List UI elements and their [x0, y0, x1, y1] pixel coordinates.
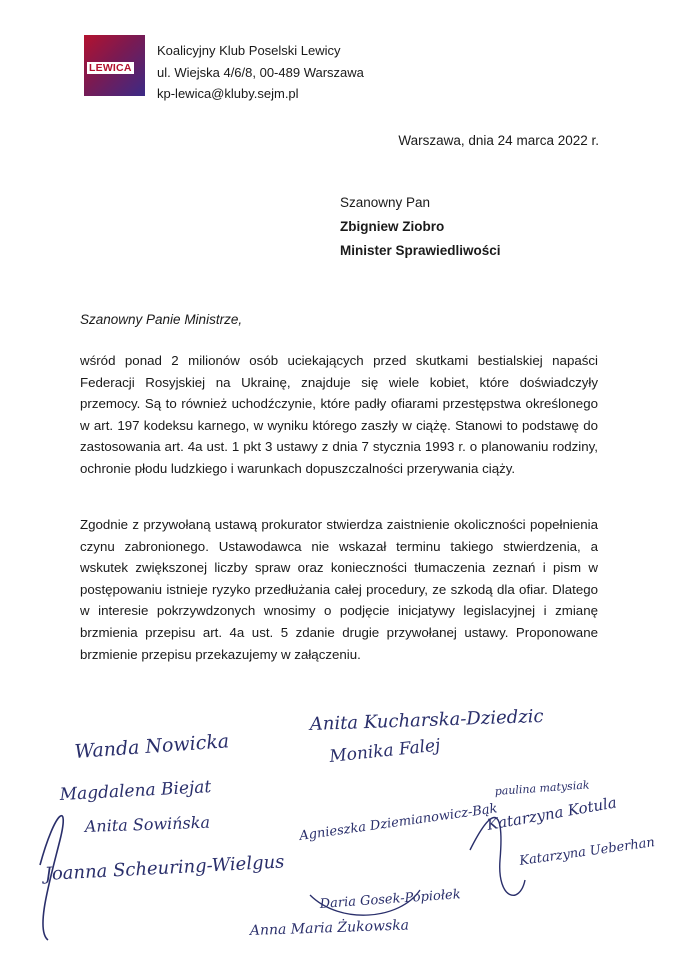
signature-3: Monika Falej — [328, 735, 442, 767]
letter-date: Warszawa, dnia 24 marca 2022 r. — [398, 133, 599, 148]
signature-9: Joanna Scheuring-Wielgus — [44, 851, 285, 885]
signature-1: Anita Kucharska-Dziedzic — [309, 705, 544, 735]
sender-name: Koalicyjny Klub Poselski Lewicy — [157, 43, 341, 58]
sender-block — [157, 40, 364, 105]
signatures-area — [0, 690, 679, 950]
signatures-svg — [0, 690, 679, 950]
recipient-name: Zbigniew Ziobro — [340, 219, 445, 234]
signature-2: Wanda Nowicka — [73, 730, 230, 763]
signature-10: Katarzyna Ueberhan — [518, 835, 656, 869]
signature-8: Katarzyna Kotula — [485, 793, 619, 834]
recipient-block — [340, 191, 501, 263]
signature-4: Magdalena Biejat — [59, 777, 212, 805]
recipient-greeting: Szanowny Pan — [340, 195, 431, 210]
sender-email: kp-lewica@kluby.sejm.pl — [157, 86, 299, 101]
signature-6: Anita Sowińska — [84, 812, 211, 836]
body-paragraph-1: wśród ponad 2 milionów osób uciekających przed skutkami bestialskiej napaści Federacji Rosyjskiej na Ukrainę, znajduje się wiele kobiet, które doświadczyły przemocy. Są to również uchodźczynie, które padły ofiarami przestępstwa określonego w art. 197 kodeksu karnego, w wyniku którego zaszły w ciążę. Stanowi to podstawę do zastosowania art. 4a ust. 1 pkt 3 ustawy z dnia 7 stycznia 1993 r. o planowaniu rodziny, ochronie płodu ludzkiego i warunkach dopuszczalności przerywania ciąży. — [80, 353, 598, 476]
signature-12: Anna Maria Żukowska — [249, 917, 410, 939]
lewica-logo — [84, 35, 145, 96]
signature-7: Agnieszka Dziemianowicz-Bąk — [298, 801, 499, 844]
body-paragraph-2: Zgodnie z przywołaną ustawą prokurator stwierdza zaistnienie okoliczności popełnienia czynu zabronionego. Ustawodawca nie wskazał terminu takiego stwierdzenia, a wskutek zwiększonej liczby spraw oraz konieczności tłumaczenia zeznań i pism w postępowaniu istnieje ryzyko przedłużania całej procedury, ze szkodą dla ofiar. Dlatego w interesie pokrzywdzonych wnosimy o podjęcie inicjatywy legislacyjnej i zmianę brzmienia przepisu art. 4a ust. 5 zdanie drugie przywołanej ustawy. Proponowane brzmienie przepisu przekazujemy w załączeniu. — [80, 517, 598, 662]
logo-text: LEWICA — [89, 62, 132, 74]
recipient-title: Minister Sprawiedliwości — [340, 243, 501, 258]
salutation: Szanowny Panie Ministrze, — [80, 312, 243, 327]
signature-5: paulina matysiak — [494, 778, 590, 798]
signature-11: Daria Gosek-Popiołek — [319, 887, 462, 912]
sender-address: ul. Wiejska 4/6/8, 00-489 Warszawa — [157, 64, 364, 80]
